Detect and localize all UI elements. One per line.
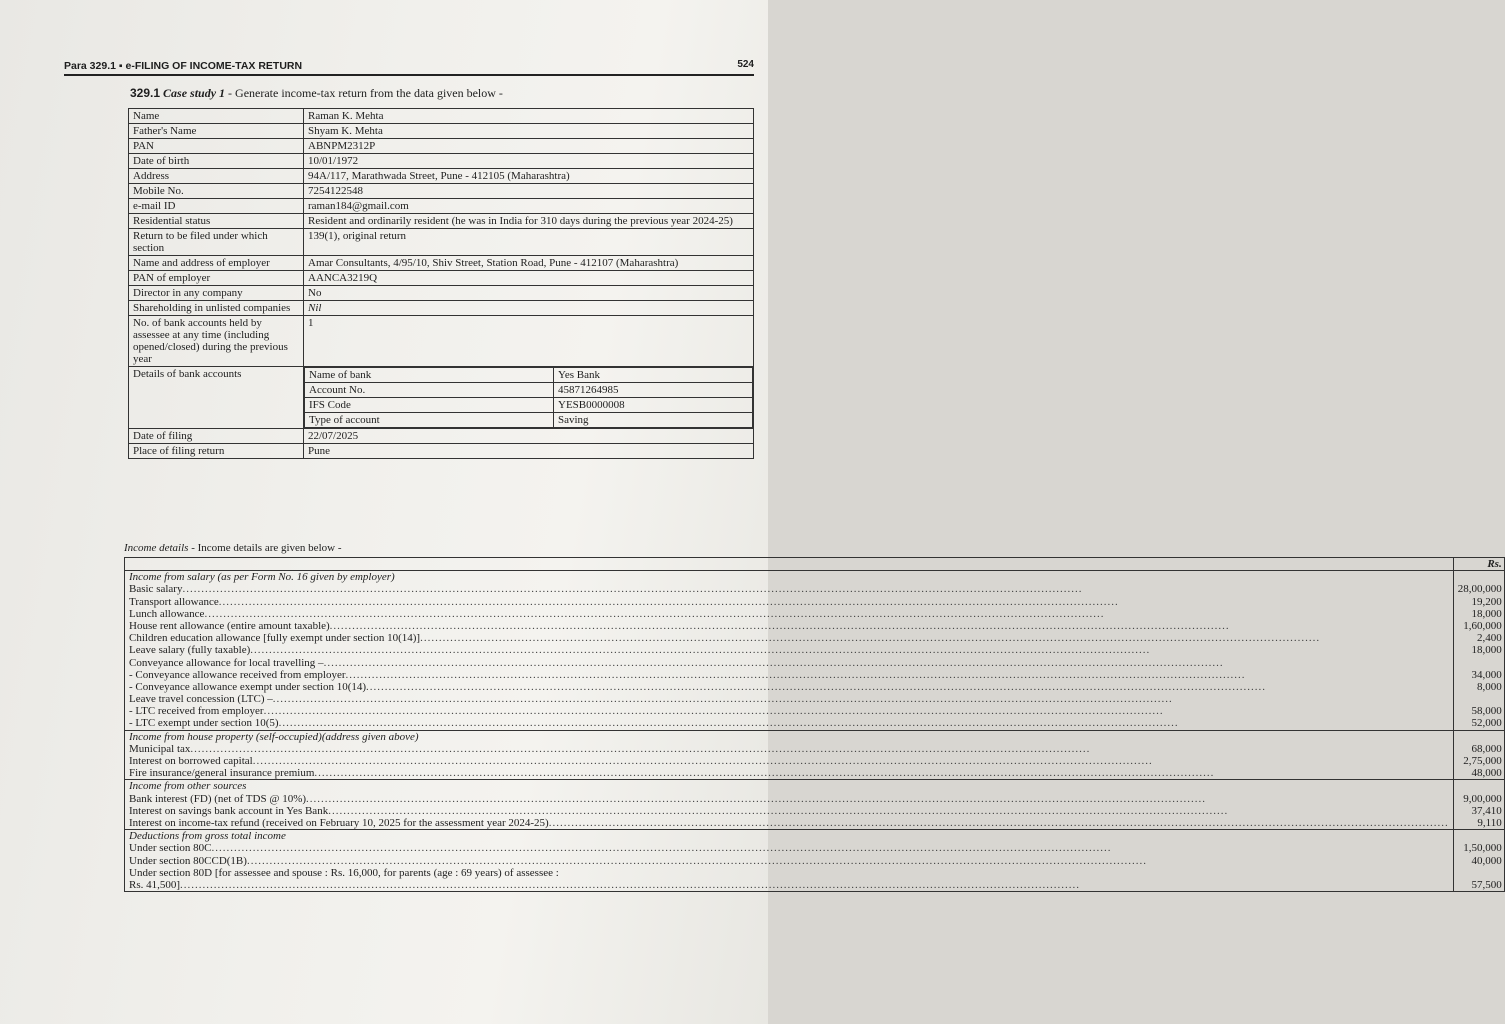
bank-details-table (304, 367, 753, 428)
amount: 19,200 (1471, 595, 1502, 608)
info-value: Shyam K. Mehta (304, 124, 754, 139)
info-label: No. of bank accounts held by assessee at any time (including opened/closed) during the previous year (129, 316, 304, 367)
amount: 2,400 (1476, 632, 1502, 645)
info-label: Director in any company (129, 286, 304, 301)
personal-info-table (128, 108, 754, 459)
info-value: 7254122548 (304, 184, 754, 199)
info-label: Place of filing return (129, 444, 304, 459)
list-item: Under section 80CCD(1B) ..... (129, 855, 1449, 867)
info-label: PAN of employer (129, 271, 304, 286)
list-item: Conveyance allowance for local travelling – ..... (129, 657, 1449, 669)
bank-label: Account No. (305, 383, 554, 398)
amount: 9,00,000 (1463, 792, 1502, 805)
case-description: - Generate income-tax return from the data given below - (225, 86, 503, 100)
amount: 9,110 (1477, 816, 1502, 829)
info-label: e-mail ID (129, 199, 304, 214)
list-item: Fire insurance/general insurance premium ..... (129, 767, 1449, 779)
info-row-employer-pan (129, 271, 754, 286)
other-sources-section (125, 780, 1505, 830)
info-label: Mobile No. (129, 184, 304, 199)
amount: 58,000 (1471, 705, 1502, 718)
amount: 28,00,000 (1457, 583, 1502, 596)
bank-row (305, 398, 753, 413)
info-row-return-section (129, 229, 754, 256)
info-value: Amar Consultants, 4/95/10, Shiv Street, Station Road, Pune - 412107 (Maharashtra) (304, 256, 754, 271)
section-title: Income from other sources (129, 780, 247, 793)
info-value: 94A/117, Marathwada Street, Pune - 412105 (Maharashtra) (304, 169, 754, 184)
amount: 52,000 (1471, 717, 1502, 730)
list-item: Interest on savings bank account in Yes Bank ..... (129, 805, 1449, 817)
list-item: Interest on income-tax refund (received on February 10, 2025 for the assessment year 2024-25) ..... (129, 817, 1449, 829)
page-number: 524 (737, 59, 754, 70)
amount: 48,000 (1471, 767, 1502, 780)
income-details-title: Income details (124, 542, 189, 554)
info-value: raman184@gmail.com (304, 199, 754, 214)
section-title: Income from salary (as per Form No. 16 given by employer) (129, 571, 395, 584)
amount: 8,000 (1476, 680, 1502, 693)
income-details-suffix: - Income details are given below - (188, 542, 342, 554)
bank-value: YESB0000008 (554, 398, 753, 413)
info-value: Raman K. Mehta (304, 109, 754, 124)
list-item: Leave salary (fully taxable) ..... (129, 644, 1449, 656)
list-item: Basic salary ..... (129, 583, 1449, 595)
info-label: Date of birth (129, 154, 304, 169)
bank-value: Saving (554, 413, 753, 428)
info-row-employer (129, 256, 754, 271)
bank-row (305, 383, 753, 398)
info-row-residential-status (129, 214, 754, 229)
case-number: 329.1 (130, 86, 161, 100)
info-row-address (129, 169, 754, 184)
info-label: Details of bank accounts (129, 367, 304, 429)
list-item: Children education allowance [fully exempt under section 10(14)] ..... (129, 632, 1449, 644)
info-row-father (129, 124, 754, 139)
amount: 57,500 (1471, 878, 1502, 891)
header-title: Para 329.1 ▪ e-FILING OF INCOME-TAX RETURN (64, 60, 303, 72)
amount: 2,75,000 (1463, 755, 1502, 767)
info-value: No (304, 286, 754, 301)
list-item: - LTC exempt under section 10(5) ..... (129, 717, 1449, 729)
case-title: Case study 1 (163, 86, 226, 100)
info-row-pan (129, 139, 754, 154)
info-value: ABNPM2312P (304, 139, 754, 154)
info-value: Resident and ordinarily resident (he was in India for 310 days during the previous year 2024-25) (304, 214, 754, 229)
salary-section (125, 571, 1505, 730)
list-item: - LTC received from employer ..... (129, 705, 1449, 717)
list-item: Leave travel concession (LTC) – ..... (129, 693, 1449, 705)
section-title: Deductions from gross total income (129, 830, 286, 843)
info-row-filing-place (129, 444, 754, 459)
deductions-section (125, 830, 1505, 892)
info-label: Shareholding in unlisted companies (129, 301, 304, 316)
info-row-name (129, 109, 754, 124)
info-row-email (129, 199, 754, 214)
list-item: - Conveyance allowance exempt under section 10(14) ..... (129, 681, 1449, 693)
amount: 37,410 (1471, 804, 1502, 817)
income-details-heading (124, 542, 341, 554)
amount: 18,000 (1471, 644, 1502, 657)
running-header (64, 56, 754, 76)
amount (1458, 867, 1502, 879)
amount: 1,60,000 (1463, 619, 1502, 632)
amount (1458, 657, 1502, 669)
amount: 68,000 (1471, 742, 1502, 755)
info-value: Nil (304, 301, 754, 316)
case-study-heading (130, 86, 503, 101)
info-row-shareholding (129, 301, 754, 316)
amount: 1,50,000 (1463, 842, 1502, 855)
bank-value: Yes Bank (554, 368, 753, 383)
list-item: - Conveyance allowance received from employer ..... (129, 669, 1449, 681)
list-item: Bank interest (FD) (net of TDS @ 10%) ..... (129, 793, 1449, 805)
house-property-section (125, 730, 1505, 780)
amount: 34,000 (1471, 668, 1502, 681)
list-item: Interest on borrowed capital ..... (129, 755, 1449, 767)
info-value: AANCA3219Q (304, 271, 754, 286)
bank-value: 45871264985 (554, 383, 753, 398)
list-item: Lunch allowance ..... (129, 608, 1449, 620)
bank-label: IFS Code (305, 398, 554, 413)
info-value: Pune (304, 444, 754, 459)
amount: 18,000 (1471, 607, 1502, 620)
info-label: Date of filing (129, 429, 304, 444)
info-label: PAN (129, 139, 304, 154)
info-label: Residential status (129, 214, 304, 229)
info-value: 139(1), original return (304, 229, 754, 256)
currency-header: Rs. (1487, 558, 1502, 570)
list-item: House rent allowance (entire amount taxable) ..... (129, 620, 1449, 632)
info-label: Return to be filed under which section (129, 229, 304, 256)
amount (1458, 693, 1502, 705)
bank-row (305, 413, 753, 428)
section-title: Income from house property (self-occupied)(address given above) (129, 730, 419, 743)
info-row-mobile (129, 184, 754, 199)
list-item: Under section 80C ..... (129, 842, 1449, 854)
info-value: 22/07/2025 (304, 429, 754, 444)
info-row-bank-count (129, 316, 754, 367)
info-label: Address (129, 169, 304, 184)
list-item: Transport allowance ..... (129, 596, 1449, 608)
info-row-dob (129, 154, 754, 169)
info-label: Name and address of employer (129, 256, 304, 271)
list-item: Under section 80D [for assessee and spouse : Rs. 16,000, for parents (age : 69 years) of assessee : (129, 866, 559, 879)
bank-row (305, 368, 753, 383)
amount: 40,000 (1471, 854, 1502, 867)
income-details-table (124, 557, 1505, 892)
info-label: Name (129, 109, 304, 124)
bank-label: Name of bank (305, 368, 554, 383)
list-item: Municipal tax ..... (129, 743, 1449, 755)
info-label: Father's Name (129, 124, 304, 139)
info-value: 1 (304, 316, 754, 367)
list-item: Rs. 41,500] ..... (129, 879, 1449, 891)
info-row-filing-date (129, 429, 754, 444)
info-value: 10/01/1972 (304, 154, 754, 169)
info-row-bank-details (129, 367, 754, 429)
bank-label: Type of account (305, 413, 554, 428)
info-row-director (129, 286, 754, 301)
